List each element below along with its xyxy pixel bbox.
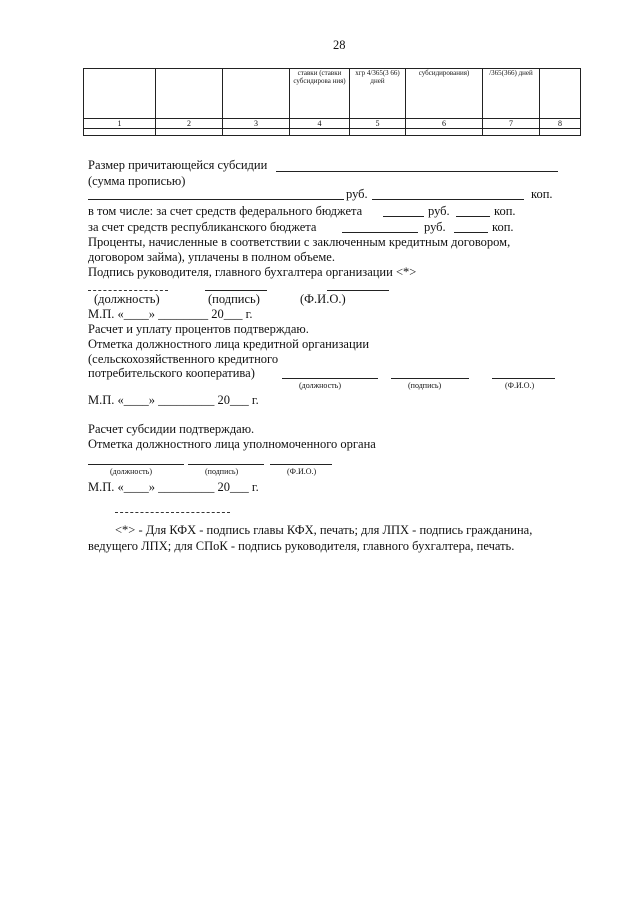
authorized-org-text: Отметка должностного лица уполномоченного органа	[88, 437, 376, 451]
confirm-interest-text: Расчет и уплату процентов подтверждаю.	[88, 322, 309, 336]
interest-text-line2: договором займа), уплачены в полном объеме.	[88, 250, 335, 264]
table-cell	[350, 129, 406, 136]
mp-date-line: М.П. «____» ________ 20___ г.	[88, 307, 253, 321]
mp-date-line-2: М.П. «____» _________ 20___ г.	[88, 393, 259, 407]
republic-kop-line	[454, 232, 488, 233]
federal-budget-label: в том числе: за счет средств федерального бюджета	[88, 204, 363, 218]
signature-caption: (подпись)	[208, 292, 260, 306]
fio-line	[327, 290, 389, 291]
republic-rub-label: руб.	[424, 220, 446, 234]
table-cell: 3	[223, 119, 290, 129]
footnote-line1: <*> - Для КФХ - подпись главы КФХ, печать; для ЛПХ - подпись гражданина,	[115, 523, 533, 537]
table-header-cell	[156, 69, 223, 119]
credit-org-line1: Отметка должностного лица кредитной организации	[88, 337, 370, 351]
confirm-subsidy-text: Расчет субсидии подтверждаю.	[88, 422, 255, 436]
table-cell: 1	[84, 119, 156, 129]
auth-signature-caption: (подпись)	[205, 467, 239, 476]
auth-position-caption: (должность)	[110, 467, 152, 476]
table-header-row	[84, 69, 581, 119]
table-number-row	[84, 119, 581, 129]
federal-rub-label: руб.	[428, 204, 450, 218]
table-header-cell	[540, 69, 581, 119]
credit-position-line	[282, 378, 378, 379]
auth-position-line	[88, 464, 184, 465]
subsidy-table	[83, 68, 581, 136]
position-line	[88, 290, 168, 291]
table-cell: 4	[290, 119, 350, 129]
table-empty-row	[84, 129, 581, 136]
table-cell	[540, 129, 581, 136]
signature-heading: Подпись руководителя, главного бухгалтера организации <*>	[88, 265, 417, 279]
republic-rub-line	[342, 232, 418, 233]
table-cell: 6	[406, 119, 483, 129]
interest-text-line1: Проценты, начисленные в соответствии с заключенным кредитным договором,	[88, 235, 511, 249]
page-number: 28	[333, 38, 346, 52]
table-cell	[290, 129, 350, 136]
amount-rub-line	[372, 199, 524, 200]
footnote-line2: ведущего ЛПХ; для СПоК - подпись руководителя, главного бухгалтера, печать.	[88, 539, 515, 553]
table-header-cell: /365(366) дней	[483, 69, 540, 119]
amount-words-line	[88, 199, 344, 200]
signature-line	[205, 290, 267, 291]
table-header-cell	[84, 69, 156, 119]
republic-budget-label: за счет средств республиканского бюджета	[88, 220, 317, 234]
kop-label: коп.	[531, 187, 553, 201]
table-cell	[406, 129, 483, 136]
subsidy-amount-line	[276, 171, 558, 172]
table-cell: 8	[540, 119, 581, 129]
table-header-cell: субсидирования)	[406, 69, 483, 119]
auth-signature-line	[188, 464, 264, 465]
credit-fio-line	[492, 378, 555, 379]
credit-signature-caption: (подпись)	[408, 381, 442, 390]
credit-fio-caption: (Ф.И.О.)	[505, 381, 535, 390]
credit-signature-line	[391, 378, 469, 379]
credit-org-line3: потребительского кооператива)	[88, 366, 255, 380]
position-caption: (должность)	[94, 292, 160, 306]
table-cell: 5	[350, 119, 406, 129]
in-words-label: (сумма прописью)	[88, 174, 186, 188]
table-header-cell	[223, 69, 290, 119]
fio-caption: (Ф.И.О.)	[300, 292, 346, 306]
auth-fio-caption: (Ф.И.О.)	[287, 467, 317, 476]
credit-org-line2: (сельскохозяйственного кредитного	[88, 352, 279, 366]
republic-kop-label: коп.	[492, 220, 514, 234]
credit-position-caption: (должность)	[299, 381, 341, 390]
table-cell: 2	[156, 119, 223, 129]
table-header-cell: хгр 4/365(3 66) дней	[350, 69, 406, 119]
table-cell	[223, 129, 290, 136]
table-cell	[84, 129, 156, 136]
federal-rub-line	[383, 216, 424, 217]
table-cell: 7	[483, 119, 540, 129]
auth-fio-line	[270, 464, 332, 465]
table-header-cell: ставки (ставки субсидирова ния)	[290, 69, 350, 119]
subsidy-amount-label: Размер причитающейся субсидии	[88, 158, 268, 172]
rub-label: руб.	[346, 187, 368, 201]
footnote-separator	[115, 512, 230, 513]
mp-date-line-3: М.П. «____» _________ 20___ г.	[88, 480, 259, 494]
federal-kop-label: коп.	[494, 204, 516, 218]
table-cell	[156, 129, 223, 136]
federal-kop-line	[456, 216, 490, 217]
table-cell	[483, 129, 540, 136]
